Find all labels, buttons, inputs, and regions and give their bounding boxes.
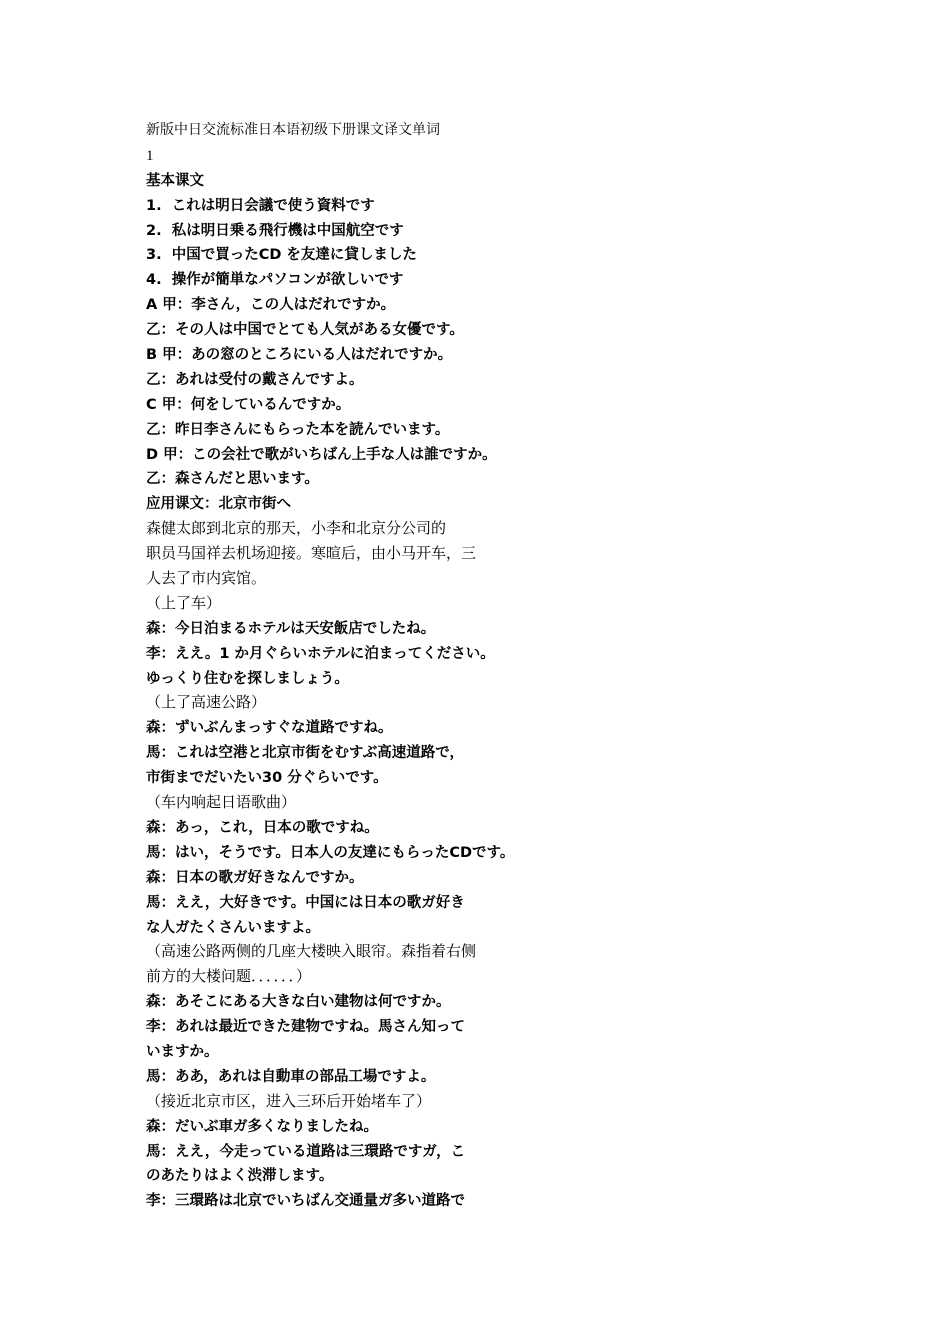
text-line: 森：あそこにある大きな白い建物は何ですか。 xyxy=(146,994,451,1011)
document-body xyxy=(146,119,826,1214)
text-line: 馬：ああ，あれは自動車の部品工場ですよ。 xyxy=(146,1068,436,1085)
text-line: 乙：あれは受付の戴さんですよ。 xyxy=(146,371,364,388)
text-line: 馬：ええ，大好きです。中国には日本の歌ガ好き xyxy=(146,894,465,911)
text-line: 3. 中国で買ったCD を友達に貸しました xyxy=(146,247,417,264)
text-line: 森：日本の歌ガ好きなんですか。 xyxy=(146,869,364,886)
text-line: 馬：はい，そうです。日本人の友達にもらったCDです。 xyxy=(146,844,515,861)
text-line: 森：今日泊まるホテルは天安飯店でしたね。 xyxy=(146,620,436,637)
text-line: 馬：ええ，今走っている道路は三環路ですガ，こ xyxy=(146,1143,466,1160)
text-line: 人去了市内宾馆。 xyxy=(146,571,267,588)
text-line: 李：あれは最近できた建物ですね。馬さん知って xyxy=(146,1019,465,1036)
text-line: 乙：森さんだと思います。 xyxy=(146,471,319,488)
text-line: （接近北京市区，进入三环后开始堵车了） xyxy=(146,1093,432,1110)
text-line: ゆっくり住むを探しましょう。 xyxy=(146,670,349,687)
text-line: 森：ずいぶんまっすぐな道路ですね。 xyxy=(146,720,393,737)
text-line: な人ガたくさんいますよ。 xyxy=(146,919,320,936)
lesson-number: 1 xyxy=(146,147,154,164)
text-line: 乙：昨日李さんにもらった本を読んでいます。 xyxy=(146,421,450,438)
text-line: （上了车） xyxy=(146,595,222,612)
text-line: 应用课文：北京市街へ xyxy=(146,496,291,513)
text-line: 森：あっ，これ，日本の歌ですね。 xyxy=(146,819,379,836)
text-line: 馬：これは空港と北京市街をむすぶ高速道路で， xyxy=(146,745,464,762)
text-line: 森健太郎到北京的那天，小李和北京分公司的 xyxy=(146,521,447,538)
text-line: C 甲：何をしているんですか。 xyxy=(146,396,351,413)
text-line: 职员马国祥去机场迎接。寒暄后，由小马开车，三 xyxy=(146,546,477,563)
text-line: （车内响起日语歌曲） xyxy=(146,795,297,812)
text-line: 2. 私は明日乗る飛行機は中国航空です xyxy=(146,222,404,239)
text-line: 4. 操作が簡単なパソコンが欲しいです xyxy=(146,272,404,289)
text-line: 基本课文 xyxy=(146,172,204,189)
text-line: いますか。 xyxy=(146,1043,219,1060)
text-line: 前方的大楼问题．．．．．．） xyxy=(146,969,312,986)
text-line: A 甲：李さん，この人はだれですか。 xyxy=(146,297,396,314)
document-title: 新版中日交流标准日本语初级下册课文译文单词 xyxy=(146,123,440,138)
text-line: 李：三環路は北京でいちばん交通量ガ多い道路で xyxy=(146,1193,465,1210)
text-line: 李：ええ。1 か月ぐらいホテルに泊まってください。 xyxy=(146,645,495,662)
text-line: B 甲：あの窓のところにいる人はだれですか。 xyxy=(146,347,453,364)
text-line: （上了高速公路） xyxy=(146,695,267,712)
text-line: 乙：その人は中国でとても人気がある女優です。 xyxy=(146,322,464,339)
text-line: D 甲：この会社で歌がいちばん上手な人は誰ですか。 xyxy=(146,446,497,463)
text-line: 森：だいぶ車ガ多くなりましたね。 xyxy=(146,1118,378,1135)
text-line: のあたりはよく渋滞します。 xyxy=(146,1168,334,1185)
text-line: （高速公路两侧的几座大楼映入眼帘。森指着右侧 xyxy=(146,944,477,961)
text-line: 市街までだいたい30 分ぐらいです。 xyxy=(146,770,388,787)
text-lines xyxy=(146,169,826,1214)
text-line: 1. これは明日会議で使う資料です xyxy=(146,197,375,214)
